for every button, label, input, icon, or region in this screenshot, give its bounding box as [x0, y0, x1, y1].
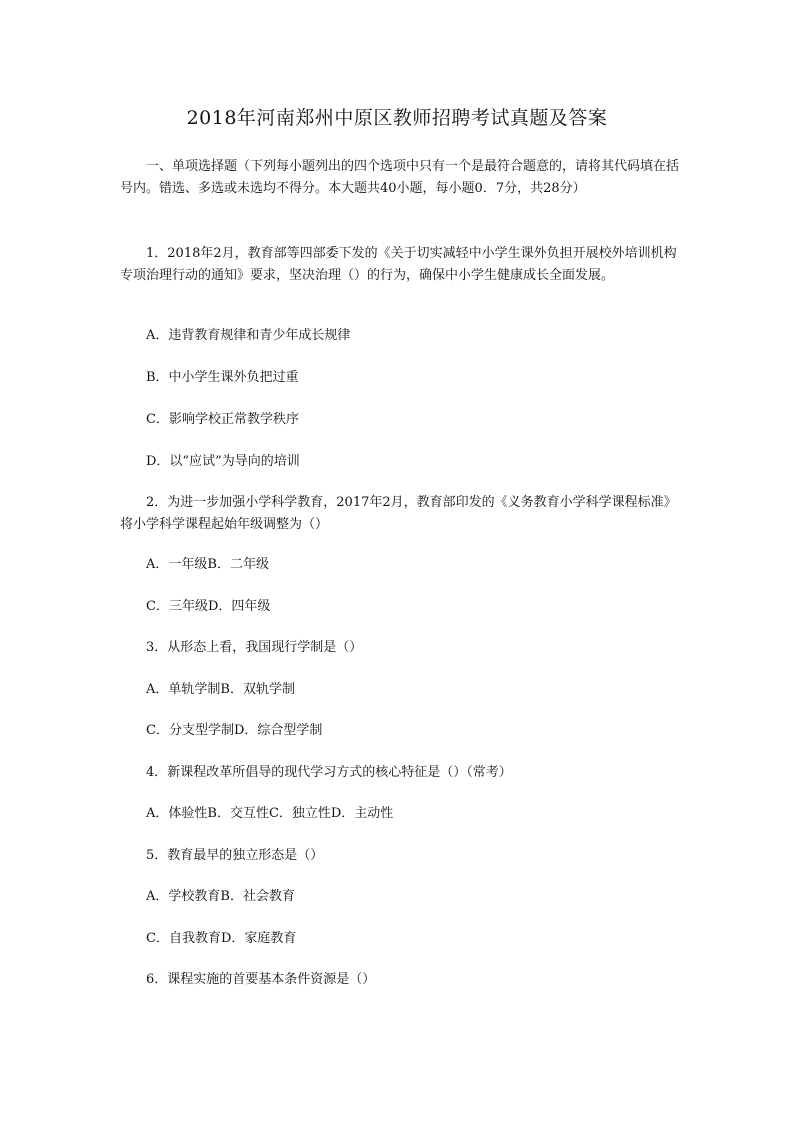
- page-title: 2018年河南郑州中原区教师招聘考试真题及答案: [186, 107, 608, 129]
- question-2-options-line-2: C．三年级D．四年级: [146, 599, 271, 614]
- question-3-options-line-2: C．分支型学制D．综合型学制: [146, 723, 323, 738]
- section-heading: 一、单项选择题（下列每小题列出的四个选项中只有一个是最符合题意的，请将其代码填在括号内。错选、多选或未选均不得分。本大题共40小题，每小题0．7分，共28分）: [120, 159, 680, 196]
- question-1-stem: 1．2018年2月，教育部等四部委下发的《关于切实减轻中小学生课外负担开展校外培训机构专项治理行动的通知》要求，坚决治理（）的行为，确保中小学生健康成长全面发展。: [120, 246, 677, 283]
- question-2-stem: 2．为进一步加强小学科学教育，2017年2月，教育部印发的《义务教育小学科学课程标准》将小学科学课程起始年级调整为（）: [120, 495, 677, 532]
- question-1-option-d: D．以“应试”为导向的培训: [146, 454, 300, 469]
- question-3-stem: 3．从形态上看，我国现行学制是（）: [146, 640, 363, 655]
- question-3-options-line-1: A．单轨学制B．双轨学制: [146, 682, 295, 697]
- question-1-option-c: C．影响学校正常教学秩序: [146, 412, 299, 427]
- question-5-stem: 5．教育最早的独立形态是（）: [146, 848, 324, 863]
- question-2-options-line-1: A．一年级B．二年级: [146, 557, 269, 572]
- question-6-stem: 6．课程实施的首要基本条件资源是（）: [146, 972, 376, 987]
- question-4-options-line-1: A．体验性B．交互性C．独立性D．主动性: [146, 806, 394, 821]
- question-1-option-b: B．中小学生课外负把过重: [146, 370, 299, 385]
- question-4-stem: 4．新课程改革所倡导的现代学习方式的核心特征是（）（常考）: [146, 765, 512, 780]
- question-5-options-line-2: C．自我教育D．家庭教育: [146, 931, 297, 946]
- question-5-options-line-1: A．学校教育B．社会教育: [146, 889, 295, 904]
- question-1-option-a: A．违背教育规律和青少年成长规律: [146, 328, 351, 343]
